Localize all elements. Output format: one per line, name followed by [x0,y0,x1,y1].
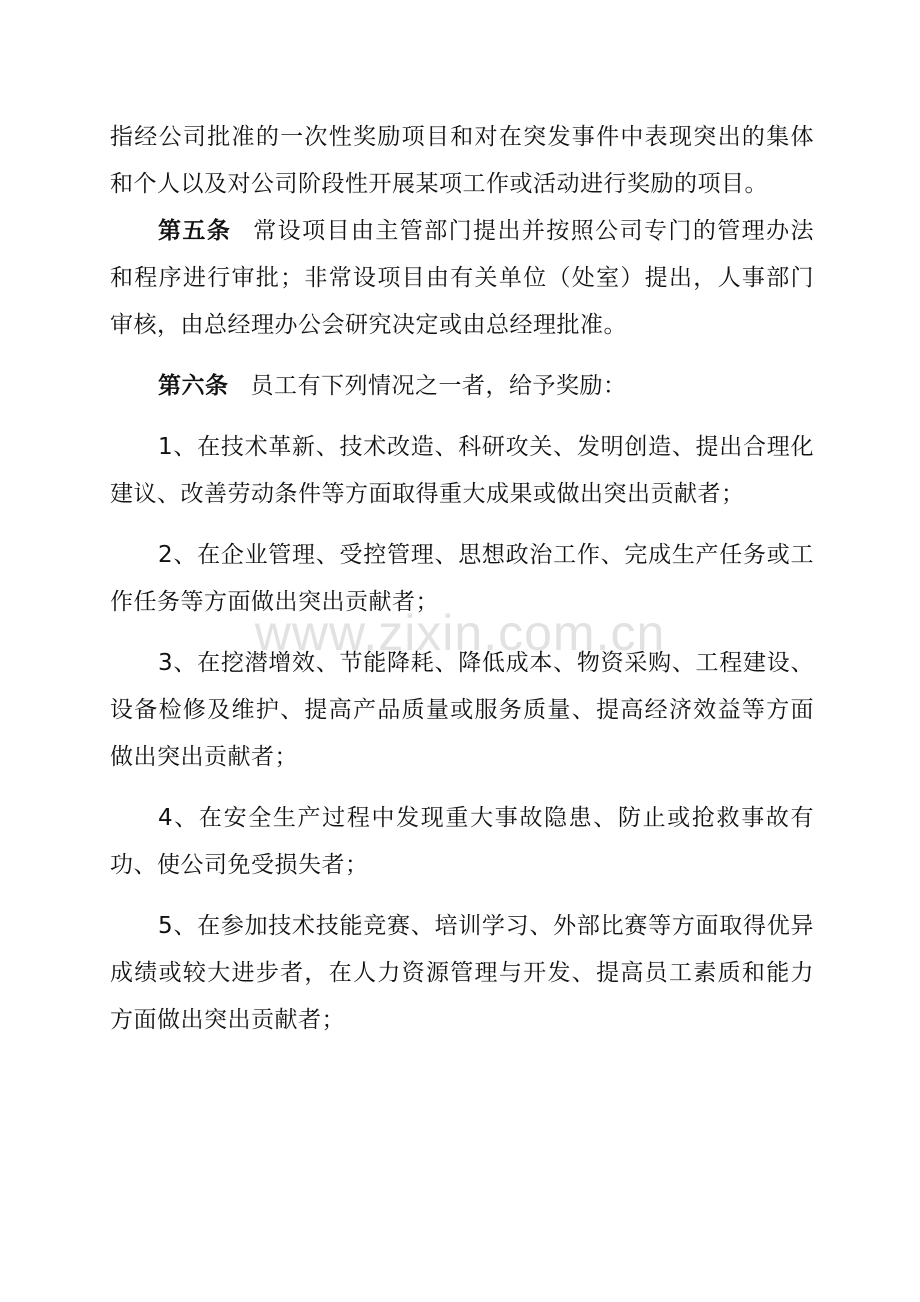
list-item [110,532,814,626]
list-item-text: 5、在参加技术技能竞赛、培训学习、外部比赛等方面取得优异成绩或较大进步者，在人力资源管理与开发、提高员工素质和能力方面做出突出贡献者； [110,913,814,1033]
list-item-text: 4、在安全生产过程中发现重大事故隐患、防止或抢救事故有功、使公司免受损失者； [110,805,814,878]
article-heading: 第五条 [158,218,232,244]
article-heading: 第六条 [158,373,229,399]
paragraph-text: 指经公司批准的一次性奖励项目和对在突发事件中表现突出的集体和个人以及对公司阶段性开展某项工作或活动进行奖励的项目。 [110,124,814,197]
list-item-text: 3、在挖潜增效、节能降耗、降低成本、物资采购、工程建设、设备检修及维护、提高产品质量或服务质量、提高经济效益等方面做出突出贡献者； [110,650,814,770]
list-item [110,795,814,889]
article-5 [110,208,814,349]
list-item-text: 2、在企业管理、受控管理、思想政治工作、完成生产任务或工作任务等方面做出突出贡献者； [110,542,814,615]
list-item [110,903,814,1044]
list-item [110,424,814,518]
article-text: 常设项目由主管部门提出并按照公司专门的管理办法和程序进行审批；非常设项目由有关单位（处室）提出，人事部门审核，由总经理办公会研究决定或由总经理批准。 [110,218,815,338]
watermark-text: www.zixin.com.cn [254,605,666,661]
paragraph-continuation [110,114,814,208]
article-6 [110,363,814,410]
list-item [110,640,814,781]
article-text: 员工有下列情况之一者，给予奖励： [250,373,627,399]
list-item-text: 1、在技术革新、技术改造、科研攻关、发明创造、提出合理化建议、改善劳动条件等方面取得重大成果或做出突出贡献者； [110,434,814,507]
document-body [110,114,814,1044]
